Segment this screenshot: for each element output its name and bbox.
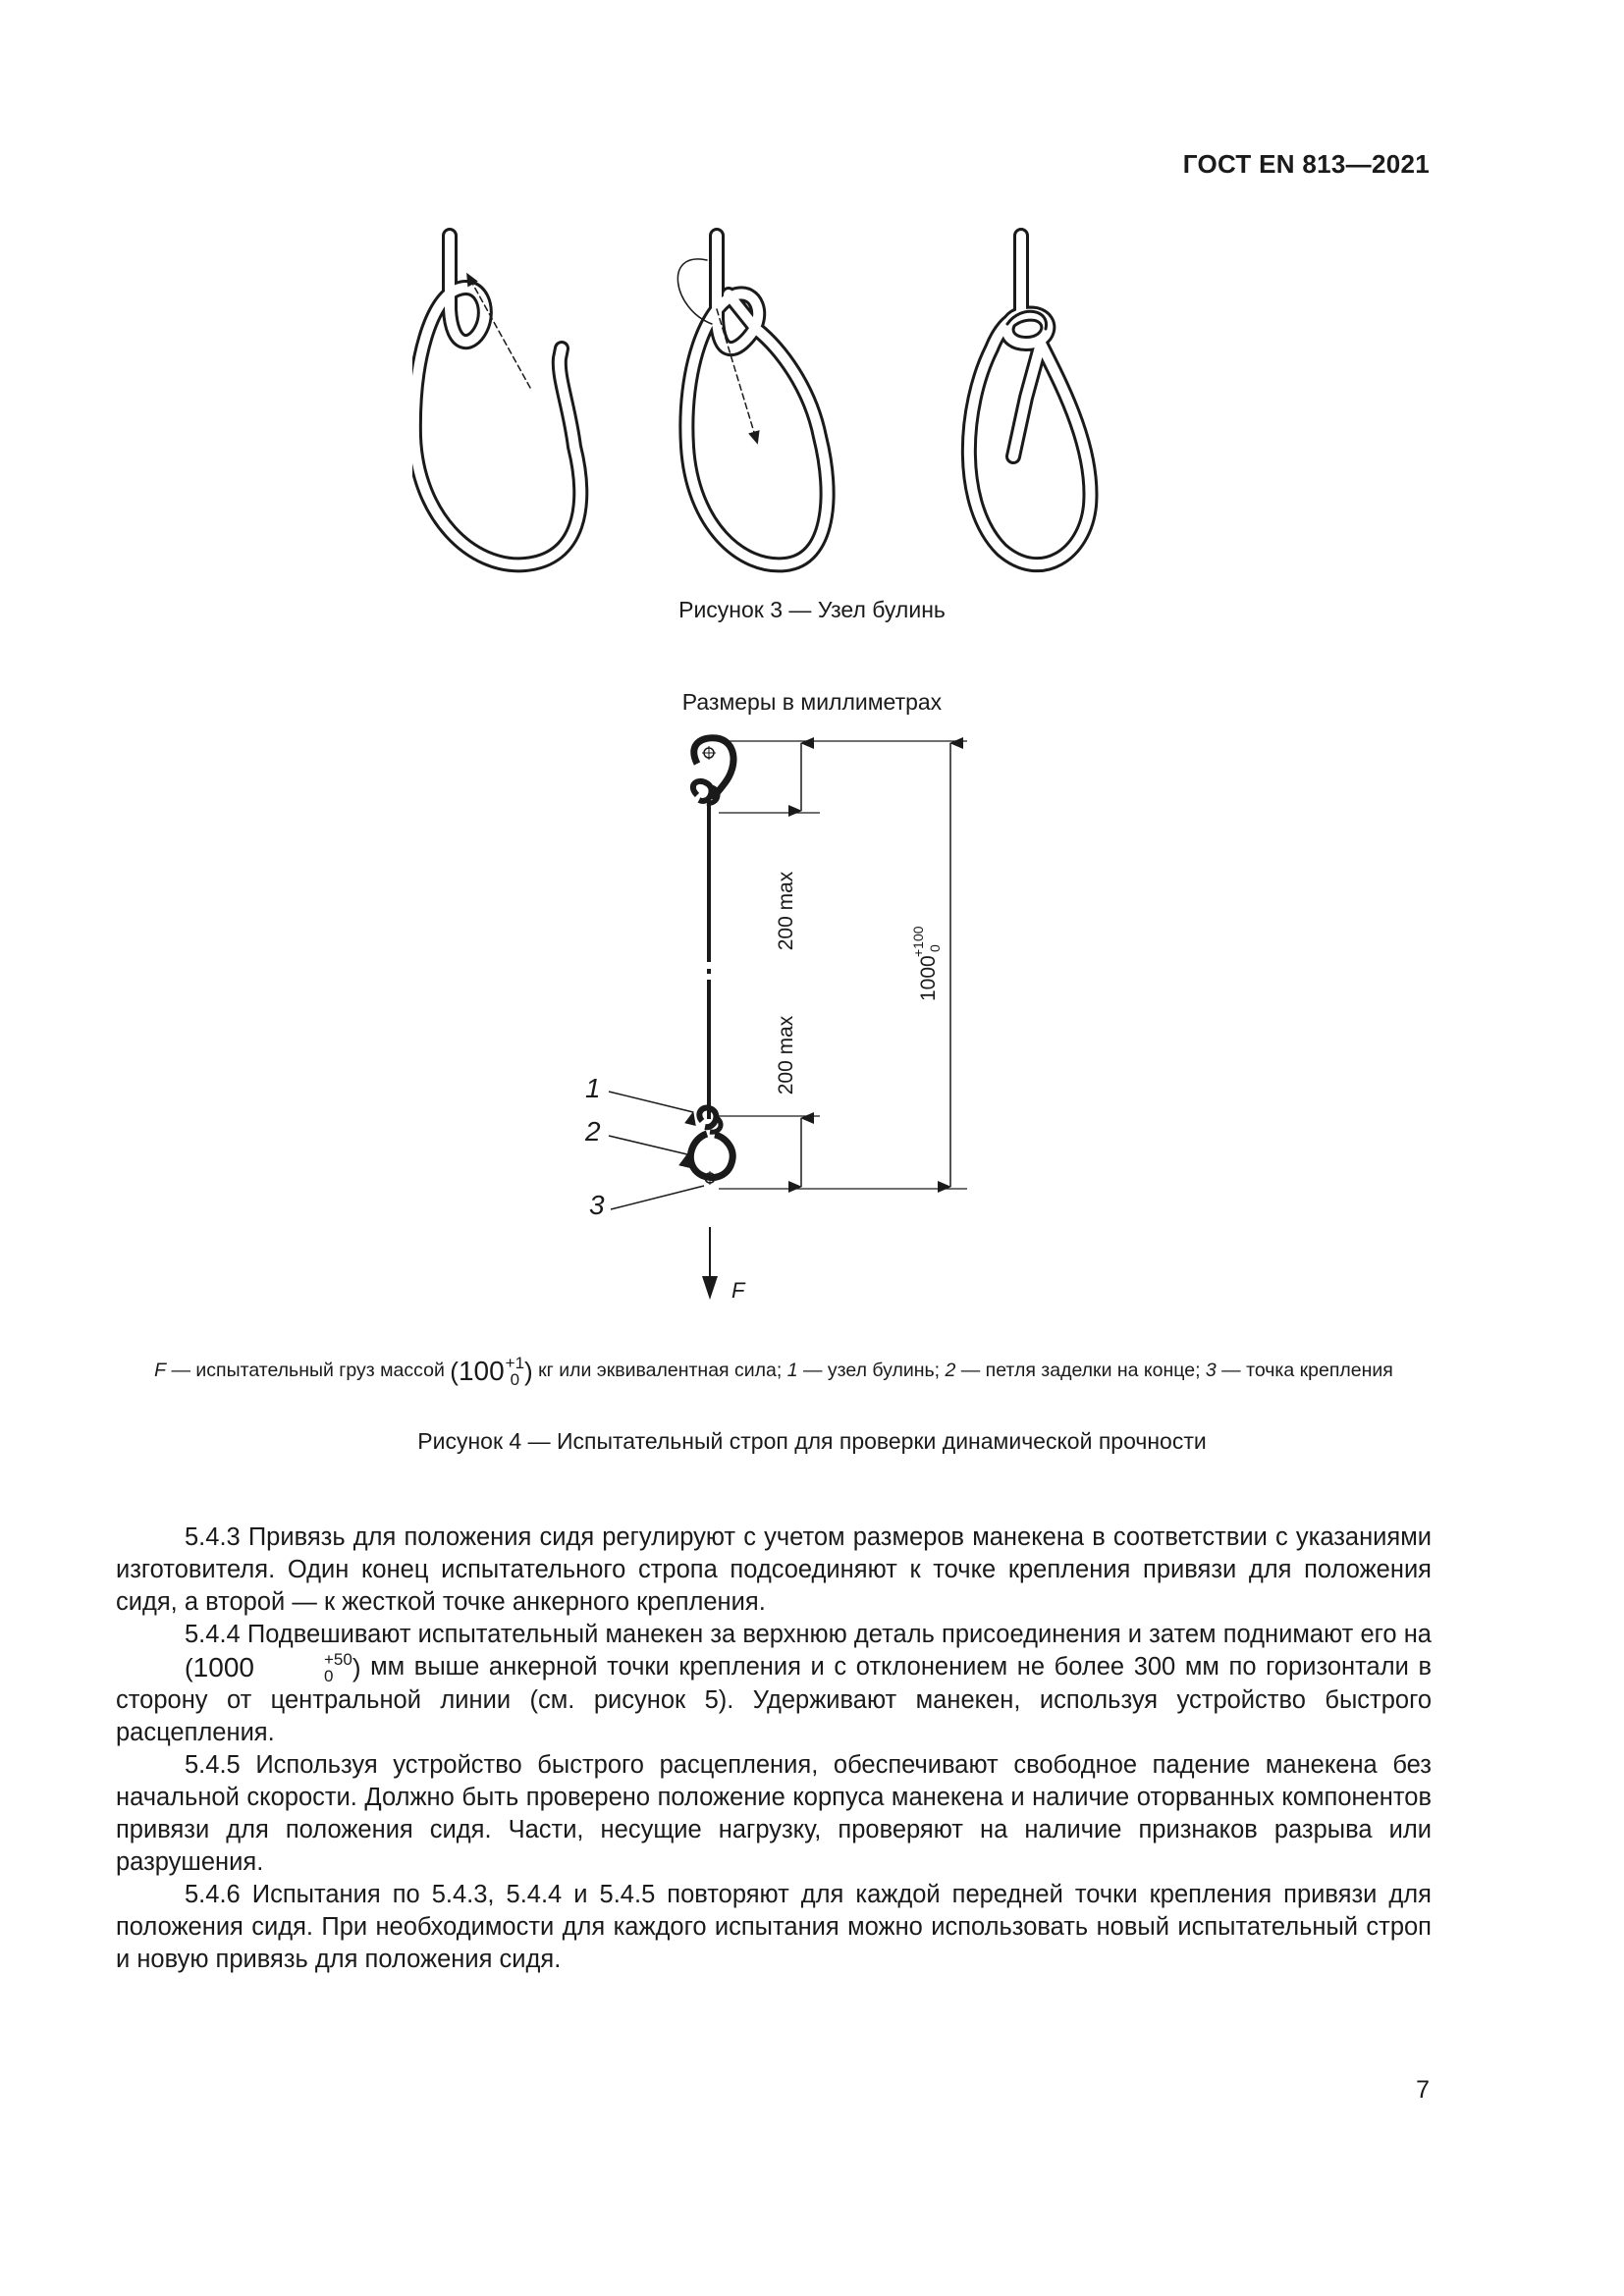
body-text — [116, 1522, 1432, 1976]
legend-text-part2: кг или эквивалентная сила; — [532, 1360, 787, 1382]
top-eye-termination — [693, 738, 733, 803]
mass-paren-open: ( — [450, 1357, 459, 1386]
figure-4-test-lanyard-drawing — [550, 717, 1011, 1315]
bowline-step-1 — [414, 236, 580, 564]
mass-tolerance — [450, 1355, 532, 1388]
paragraph-5-4-5: 5.4.5 Используя устройство быстрого расцепления, обеспечивают свободное падение манекена без начальной скорости. Должно быть проверено положение корпуса манекена и наличие оторванных компонентов привязи для положения сидя. Части, несущие нагрузку, проверяют на наличие признаков разрыва или разрушения. — [116, 1751, 1432, 1877]
height-paren-close: ) — [352, 1653, 361, 1683]
page-number: 7 — [1416, 2076, 1430, 2104]
dimension-total-base: 1000 — [917, 955, 940, 1001]
legend-number-3: 3 — [1205, 1360, 1217, 1382]
dimension-total-lower: 0 — [927, 944, 943, 952]
legend-text-1: — узел булинь; — [797, 1360, 946, 1382]
dimension-bottom-label: 200 max — [775, 1015, 797, 1095]
document-header: ГОСТ EN 813—2021 — [1182, 149, 1430, 179]
figure-4-caption: Рисунок 4 — Испытательный строп для проверки динамической прочности — [417, 1428, 1207, 1454]
dimension-total-label — [910, 926, 943, 1001]
p544-text-before: 5.4.4 Подвешивают испытательный манекен за верхнюю деталь присоединения и затем поднимают его на — [185, 1621, 1432, 1648]
callout-1: 1 — [585, 1073, 601, 1103]
figure-3-bowline-illustration — [412, 221, 1119, 594]
bowline-step-3 — [969, 236, 1091, 564]
height-paren-open: ( — [185, 1653, 193, 1683]
mass-upper-tolerance: +1 — [505, 1354, 525, 1372]
callout-3: 3 — [589, 1190, 605, 1220]
mass-paren-close: ) — [524, 1357, 533, 1386]
figure-4-units-note: Размеры в миллиметрах — [681, 689, 943, 715]
paragraph-5-4-4 — [116, 1619, 1432, 1749]
paragraph-5-4-3: 5.4.3 Привязь для положения сидя регулируют с учетом размеров манекена в соответствии с указаниями изготовителя. Один конец испытательного стропа подсоединяют к точке крепления привязи для положения сидя, а второй — к жесткой точке анкерного крепления. — [116, 1523, 1432, 1616]
legend-text-3: — точка крепления — [1216, 1360, 1393, 1382]
height-upper-tolerance: +50 — [323, 1650, 352, 1670]
height-tolerance — [116, 1651, 360, 1684]
bottom-eye-termination — [690, 1108, 732, 1185]
height-base-value: 1000 — [192, 1652, 254, 1683]
mass-lower-tolerance: 0 — [510, 1370, 520, 1389]
bowline-step-2 — [677, 236, 827, 564]
p544-text-after: мм выше анкерной точки крепления и с отклонением не более 300 мм по горизонтали в сторону от центральной линии (см. рисунок 5). Удерживают манекен, используя устройство быстрого расцепления. — [116, 1653, 1432, 1747]
mass-tolerance-stack — [506, 1355, 524, 1388]
mass-base-value: 100 — [458, 1356, 505, 1386]
height-lower-tolerance: 0 — [323, 1667, 334, 1686]
height-tolerance-stack — [255, 1651, 352, 1684]
legend-number-1: 1 — [786, 1360, 798, 1382]
callout-2: 2 — [585, 1116, 601, 1147]
legend-text-part1: — испытательный груз массой — [166, 1360, 451, 1382]
figure-4-legend — [116, 1355, 1432, 1388]
figure-3-caption: Рисунок 3 — Узел булинь — [678, 597, 946, 622]
paragraph-5-4-6: 5.4.6 Испытания по 5.4.3, 5.4.4 и 5.4.5 повторяют для каждой передней точки крепления привязи для положения сидя. При необходимости для каждого испытания можно использовать новый испытательный строп и новую привязь для положения сидя. — [116, 1881, 1432, 1974]
legend-text-2: — петля заделки на конце; — [955, 1360, 1206, 1382]
dimension-total-upper: +100 — [910, 926, 926, 957]
legend-number-2: 2 — [945, 1360, 956, 1382]
legend-f-symbol: F — [154, 1360, 167, 1382]
force-label: F — [731, 1278, 745, 1303]
dimension-top-label: 200 max — [775, 871, 797, 951]
